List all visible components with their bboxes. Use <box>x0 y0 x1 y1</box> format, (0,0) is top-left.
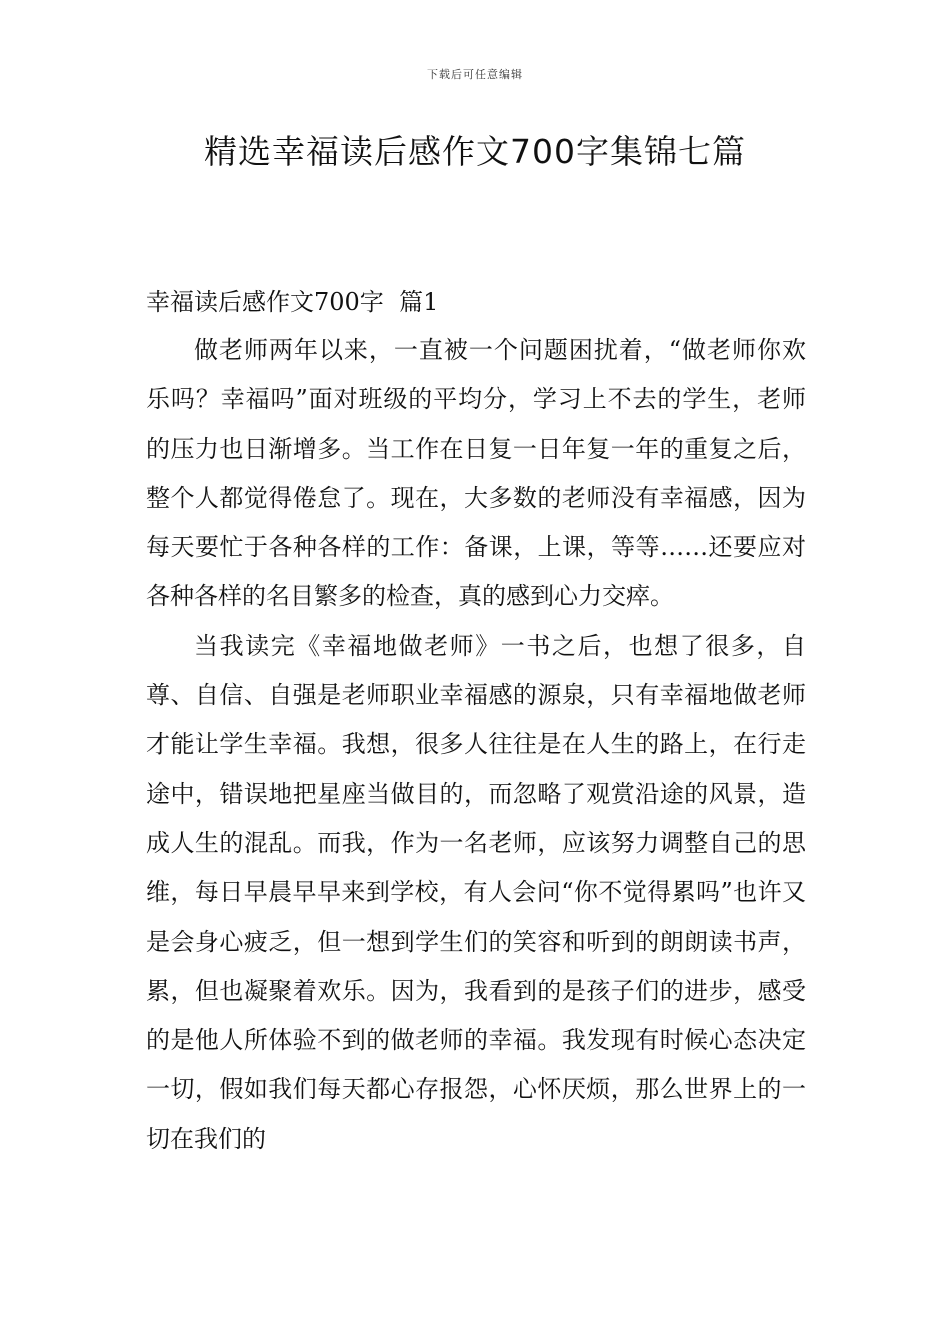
section-heading: 幸福读后感作文700字 篇1 <box>146 288 439 316</box>
paragraph: 做老师两年以来，一直被一个问题困扰着，“做老师你欢乐吗？幸福吗”面对班级的平均分，学习上不去的学生，老师的压力也日渐增多。当工作在日复一日年复一年的重复之后，整个人都觉得倦怠了。现在，大多数的老师没有幸福感，因为每天要忙于各种各样的工作：备课，上课，等等……还要应对各种各样的名目繁多的检查，真的感到心力交瘁。 <box>146 336 806 611</box>
page-header: 下载后可任意编辑 <box>427 68 523 81</box>
body-text <box>146 326 806 1164</box>
document-title: 精选幸福读后感作文700字集锦七篇 <box>204 132 746 171</box>
paragraph: 当我读完《幸福地做老师》一书之后，也想了很多，自尊、自信、自强是老师职业幸福感的源泉，只有幸福地做老师才能让学生幸福。我想，很多人往往是在人生的路上，在行走途中，错误地把星座当做目的，而忽略了观赏沿途的风景，造成人生的混乱。而我，作为一名老师，应该努力调整自己的思维，每日早晨早早来到学校，有人会问“你不觉得累吗”也许又是会身心疲乏，但一想到学生们的笑容和听到的朗朗读书声，累，但也凝聚着欢乐。因为，我看到的是孩子们的进步，感受的是他人所体验不到的做老师的幸福。我发现有时候心态决定一切，假如我们每天都心存报怨，心怀厌烦，那么世界上的一切在我们的 <box>146 631 806 1153</box>
